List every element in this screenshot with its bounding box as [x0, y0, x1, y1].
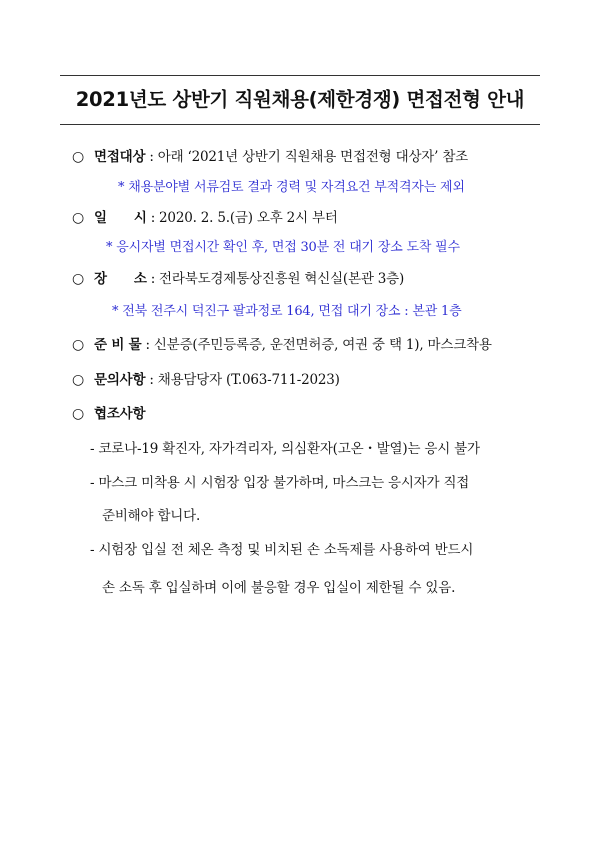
separator: :: [149, 149, 154, 165]
section-date-time-note: * 응시자별 면접시간 확인 후, 면접 30분 전 대기 장소 도착 필수: [106, 240, 460, 255]
title-bottom-rule: [60, 124, 540, 125]
title-top-rule: [60, 75, 540, 76]
cooperation-item: - 코로나-19 확진자, 자가격리자, 의심환자(고온・발열)는 응시 불가: [90, 441, 480, 457]
circle-bullet-icon: ○: [72, 210, 85, 226]
section-label: 문의사항: [94, 372, 146, 388]
circle-bullet-icon: ○: [72, 406, 85, 422]
section-location-note: * 전북 전주시 덕진구 팔과정로 164, 면접 대기 장소 : 본관 1층: [112, 304, 462, 319]
separator: :: [145, 337, 150, 353]
circle-bullet-icon: ○: [72, 271, 85, 287]
section-value: 신분증(주민등록증, 운전면허증, 여권 중 택 1), 마스크착용: [153, 337, 492, 353]
section-label: 면접대상: [94, 149, 146, 165]
section-value: 2020. 2. 5.(금) 오후 2시 부터: [159, 210, 338, 226]
separator: :: [149, 372, 154, 388]
section-value: 아래 ‘2021년 상반기 직원채용 면접전형 대상자’ 참조: [157, 149, 468, 165]
section-label: 준 비 물: [94, 337, 142, 353]
section-items-to-bring: [72, 336, 492, 354]
separator: :: [150, 210, 156, 226]
section-interview-target-note: * 채용분야별 서류검토 결과 경력 및 자격요건 부적격자는 제외: [118, 180, 465, 195]
cooperation-item-continuation: 손 소독 후 입실하며 이에 불응할 경우 입실이 제한될 수 있음.: [102, 580, 456, 596]
section-label: 장 소: [94, 271, 147, 287]
cooperation-item: - 마스크 미착용 시 시험장 입장 불가하며, 마스크는 응시자가 직접: [90, 475, 470, 491]
circle-bullet-icon: ○: [72, 372, 85, 388]
section-date-time: [72, 209, 338, 227]
cooperation-item-continuation: 준비해야 합니다.: [102, 508, 201, 524]
section-cooperation: [72, 405, 145, 423]
section-interview-target: [72, 148, 468, 166]
section-inquiries: [72, 371, 340, 389]
separator: :: [150, 271, 156, 287]
section-location: [72, 270, 404, 288]
section-label: 협조사항: [94, 406, 146, 422]
section-label: 일 시: [94, 210, 147, 226]
circle-bullet-icon: ○: [72, 337, 85, 353]
cooperation-item: - 시험장 입실 전 체온 측정 및 비치된 손 소독제를 사용하여 반드시: [90, 542, 474, 558]
circle-bullet-icon: ○: [72, 149, 85, 165]
document-title: 2021년도 상반기 직원채용(제한경쟁) 면접전형 안내: [75, 88, 525, 111]
section-value: 채용담당자 (T.063-711-2023): [157, 372, 340, 388]
section-value: 전라북도경제통상진흥원 혁신실(본관 3층): [159, 271, 405, 287]
